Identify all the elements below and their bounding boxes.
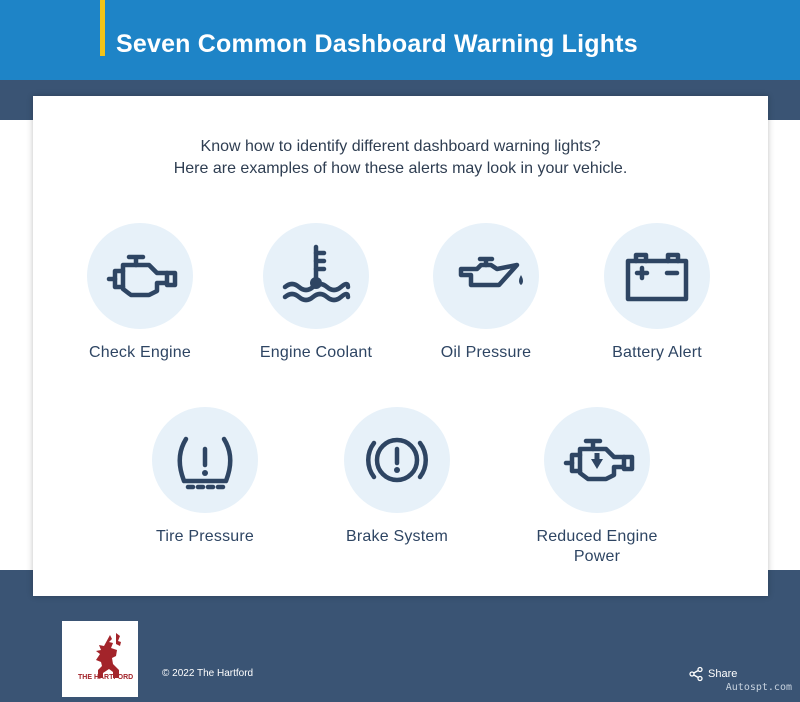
share-button[interactable] <box>688 666 737 682</box>
stag-logo-icon <box>62 621 138 697</box>
item-label: Brake System <box>346 528 448 545</box>
warning-item-battery-alert <box>567 223 747 363</box>
intro-line-2: Here are examples of how these alerts may look in your vehicle. <box>173 160 628 177</box>
coolant-temperature-icon <box>263 223 369 329</box>
warning-item-tire-pressure <box>115 407 295 547</box>
content-card <box>33 96 768 596</box>
warning-item-brake-system <box>307 407 487 547</box>
warning-item-oil-pressure <box>396 223 576 363</box>
watermark: Autospt.com <box>725 682 792 693</box>
item-label <box>507 527 687 567</box>
item-label-line-1: Reduced Engine <box>536 528 658 545</box>
share-label: Share <box>708 668 738 680</box>
item-label: Battery Alert <box>612 344 702 361</box>
header-accent <box>100 0 105 56</box>
page-title: Seven Common Dashboard Warning Lights <box>116 30 638 58</box>
share-icon <box>688 666 704 682</box>
header-bar <box>0 0 800 80</box>
check-engine-icon <box>87 223 193 329</box>
item-label: Check Engine <box>88 344 192 361</box>
oil-can-icon <box>433 223 539 329</box>
copyright-text: © 2022 The Hartford <box>162 668 254 679</box>
logo-text: THE HARTFORD <box>78 674 134 681</box>
hartford-logo[interactable] <box>62 621 138 697</box>
warning-item-reduced-engine-power <box>507 407 687 567</box>
intro-line-1: Know how to identify different dashboard warning lights? <box>200 138 601 155</box>
item-label: Tire Pressure <box>155 528 255 545</box>
intro-text <box>33 136 768 180</box>
battery-icon <box>604 223 710 329</box>
item-label: Oil Pressure <box>440 344 532 361</box>
warning-item-engine-coolant <box>226 223 406 363</box>
warning-item-check-engine <box>50 223 230 363</box>
reduced-engine-power-icon <box>544 407 650 513</box>
item-label: Engine Coolant <box>259 344 373 361</box>
brake-warning-icon <box>344 407 450 513</box>
tire-pressure-icon <box>152 407 258 513</box>
item-label-line-2: Power <box>573 548 621 565</box>
